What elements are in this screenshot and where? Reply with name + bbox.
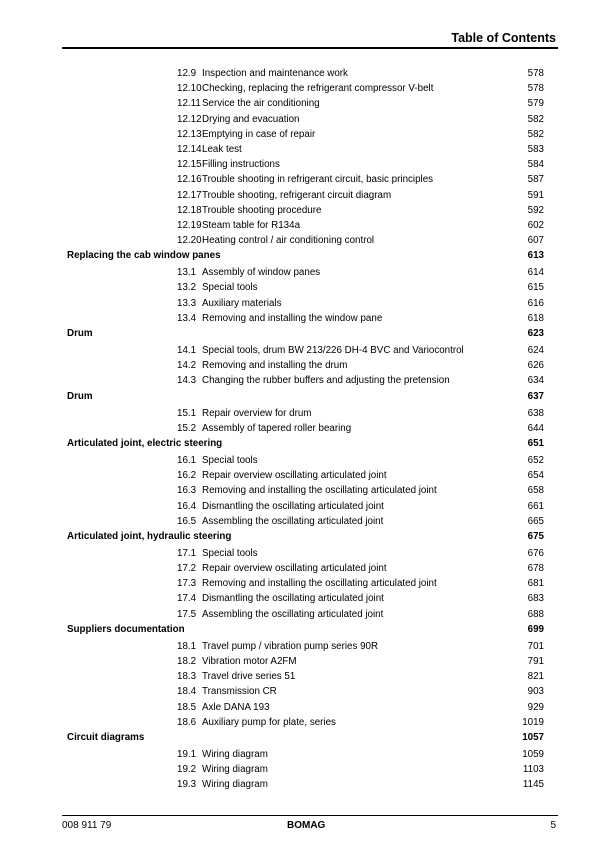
toc-entry-title: Drying and evacuation: [202, 113, 300, 125]
toc-entry-number: 12.13: [177, 128, 202, 140]
toc-entry-title: Trouble shooting procedure: [202, 204, 322, 216]
toc-entry-number: 15.1: [177, 407, 197, 419]
toc-entry-row[interactable]: [0, 514, 606, 529]
toc-section-title: Articulated joint, electric steering: [67, 437, 223, 449]
toc-page-number: 583: [527, 143, 544, 155]
toc-page-number: 688: [527, 608, 544, 620]
toc-section-title: Drum: [67, 390, 93, 402]
toc-entry-row[interactable]: [0, 172, 606, 187]
toc-page-number: 665: [527, 515, 544, 527]
toc-entry-number: 17.2: [177, 563, 197, 575]
toc-entry-title: Checking, replacing the refrigerant compressor V-belt: [202, 83, 434, 95]
toc-page-number: 634: [527, 375, 544, 387]
toc-entry-row[interactable]: [0, 453, 606, 468]
toc-entry-row[interactable]: [0, 311, 606, 326]
toc-entry-row[interactable]: [0, 406, 606, 421]
toc-section-row[interactable]: [0, 248, 606, 264]
toc-page-number: 1019: [522, 716, 544, 728]
toc-page-number: 587: [527, 174, 544, 186]
toc-page-number: 678: [527, 563, 544, 575]
toc-page-number: 903: [527, 686, 544, 698]
toc-entry-title: Removing and installing the oscillating articulated joint: [202, 485, 437, 497]
toc-entry-title: Repair overview oscillating articulated joint: [202, 470, 387, 482]
toc-page-number: 614: [527, 267, 544, 279]
toc-entry-row[interactable]: [0, 561, 606, 576]
toc-entry-row[interactable]: [0, 296, 606, 311]
toc-section-title: Drum: [67, 328, 93, 339]
toc-entry-title: Wiring diagram: [202, 748, 268, 760]
toc-entry-row[interactable]: [0, 762, 606, 777]
toc-entry-row[interactable]: [0, 373, 606, 388]
toc-entry-number: 12.18: [177, 204, 202, 216]
toc-page-number: 701: [527, 640, 544, 652]
toc-entry-title: Assembling the oscillating articulated joint: [202, 608, 384, 620]
toc-entry-number: 16.5: [177, 515, 197, 527]
toc-entry-number: 12.20: [177, 235, 202, 247]
toc-entry-title: Emptying in case of repair: [202, 128, 316, 140]
toc-entry-row[interactable]: [0, 607, 606, 622]
toc-section-row[interactable]: [0, 436, 606, 452]
toc-entry-number: 16.4: [177, 500, 197, 512]
toc-entry-row[interactable]: [0, 157, 606, 172]
toc-page-number: 578: [527, 83, 544, 95]
toc-entry-number: 12.9: [177, 68, 197, 79]
toc-page-number: 1103: [522, 764, 544, 776]
toc-entry-title: Travel pump / vibration pump series 90R: [202, 640, 379, 652]
toc-entry-title: Special tools: [202, 454, 258, 466]
toc-page-number: 676: [527, 547, 544, 559]
toc-page-number: 626: [527, 360, 544, 372]
toc-entry-row[interactable]: [0, 591, 606, 606]
toc-entry-title: Leak test: [202, 143, 242, 155]
toc-entry-row[interactable]: [0, 142, 606, 157]
toc-entry-row[interactable]: [0, 421, 606, 436]
toc-entry-title: Dismantling the oscillating articulated joint: [202, 500, 384, 512]
toc-entry-number: 13.2: [177, 282, 197, 294]
toc-entry-number: 19.2: [177, 764, 197, 776]
toc-entry-row[interactable]: [0, 639, 606, 654]
toc-page-number: 592: [527, 204, 544, 216]
toc-page-number: 591: [527, 189, 544, 201]
toc-entry-title: Service the air conditioning: [202, 98, 320, 110]
toc-entry-title: Trouble shooting, refrigerant circuit diagram: [202, 189, 392, 201]
table-of-contents: [0, 66, 606, 793]
toc-entry-title: Auxiliary pump for plate, series: [202, 716, 336, 728]
toc-page-number: 791: [527, 656, 544, 667]
toc-entry-row[interactable]: [0, 265, 606, 280]
toc-page-number: 658: [527, 485, 544, 497]
toc-entry-title: Changing the rubber buffers and adjusting the pretension: [202, 375, 450, 387]
toc-entry-row[interactable]: [0, 358, 606, 373]
toc-entry-number: 18.4: [177, 686, 197, 698]
toc-page-number: 607: [527, 235, 544, 247]
toc-page-number: 1059: [522, 748, 544, 760]
toc-page-number: 584: [527, 159, 544, 171]
toc-section-title: Suppliers documentation: [67, 623, 185, 635]
toc-page-number: 578: [527, 68, 544, 79]
toc-entry-title: Filling instructions: [202, 159, 280, 171]
toc-entry-number: 19.3: [177, 779, 197, 791]
toc-page-number: 616: [527, 297, 544, 309]
toc-section-row[interactable]: [0, 730, 606, 746]
toc-page-number: 618: [527, 312, 544, 324]
toc-entry-title: Removing and installing the oscillating articulated joint: [202, 578, 437, 590]
toc-entry-number: 14.3: [177, 375, 197, 387]
toc-entry-row[interactable]: [0, 343, 606, 358]
toc-entry-number: 19.1: [177, 748, 197, 760]
toc-entry-title: Assembly of tapered roller bearing: [202, 422, 352, 434]
toc-section-row[interactable]: [0, 622, 606, 638]
toc-section-row[interactable]: [0, 529, 606, 545]
toc-page-number: 582: [527, 128, 544, 140]
toc-entry-number: 12.12: [177, 113, 202, 125]
toc-page-number: 929: [527, 701, 544, 713]
toc-entry-row[interactable]: [0, 669, 606, 684]
toc-entry-title: Special tools, drum BW 213/226 DH-4 BVC and Variocontrol: [202, 345, 464, 356]
toc-entry-row[interactable]: [0, 112, 606, 127]
toc-page-number: 602: [527, 219, 544, 231]
toc-section-row[interactable]: [0, 326, 606, 342]
toc-section-title: Circuit diagrams: [67, 731, 145, 743]
toc-entry-number: 16.2: [177, 470, 197, 482]
toc-entry-number: 17.5: [177, 608, 197, 620]
toc-entry-title: Dismantling the oscillating articulated joint: [202, 593, 384, 605]
toc-entry-title: Repair overview for drum: [202, 407, 312, 419]
toc-entry-row[interactable]: [0, 483, 606, 498]
toc-entry-number: 12.10: [177, 83, 202, 95]
toc-page-number: 699: [527, 623, 544, 635]
toc-page-number: 652: [527, 454, 544, 466]
toc-entry-title: Auxiliary materials: [202, 297, 282, 309]
toc-entry-row[interactable]: [0, 777, 606, 792]
page-number: 5: [550, 820, 556, 831]
toc-entry-title: Heating control / air conditioning control: [202, 235, 375, 247]
toc-page-number: 579: [527, 98, 544, 110]
toc-entry-number: 12.19: [177, 219, 202, 231]
toc-entry-row[interactable]: [0, 576, 606, 591]
toc-section-title: Replacing the cab window panes: [67, 250, 221, 262]
toc-page-number: 582: [527, 113, 544, 125]
toc-entry-row[interactable]: [0, 280, 606, 295]
toc-entry-row[interactable]: [0, 499, 606, 514]
brand-name: BOMAG: [287, 820, 326, 831]
toc-entry-title: Travel drive series 51: [202, 671, 296, 683]
toc-page-number: 651: [527, 437, 544, 449]
toc-entry-row[interactable]: [0, 127, 606, 142]
toc-page-number: 661: [527, 500, 544, 512]
toc-entry-row[interactable]: [0, 81, 606, 96]
toc-entry-title: Assembly of window panes: [202, 267, 321, 279]
toc-page-number: 821: [527, 671, 544, 683]
toc-entry-number: 16.3: [177, 485, 197, 497]
toc-entry-row[interactable]: [0, 684, 606, 699]
toc-entry-number: 12.16: [177, 174, 202, 186]
toc-page-number: 613: [527, 250, 544, 262]
toc-page-number: 615: [527, 282, 544, 294]
toc-entry-row[interactable]: [0, 188, 606, 203]
toc-entry-row[interactable]: [0, 233, 606, 248]
toc-entry-title: Axle DANA 193: [202, 701, 270, 713]
toc-entry-number: 13.3: [177, 297, 197, 309]
toc-entry-number: 14.2: [177, 360, 197, 372]
footer-divider: [62, 815, 558, 816]
toc-entry-number: 12.15: [177, 159, 202, 171]
toc-entry-row[interactable]: [0, 203, 606, 218]
toc-entry-number: 18.6: [177, 716, 197, 728]
toc-entry-number: 14.1: [177, 345, 197, 356]
toc-entry-title: Steam table for R134a: [202, 219, 301, 231]
toc-page-number: 1145: [522, 779, 544, 791]
toc-entry-title: Wiring diagram: [202, 779, 268, 791]
toc-entry-title: Removing and installing the window pane: [202, 312, 383, 324]
toc-entry-number: 16.1: [177, 454, 197, 466]
toc-entry-row[interactable]: [0, 700, 606, 715]
toc-entry-title: Assembling the oscillating articulated joint: [202, 515, 384, 527]
toc-entry-row[interactable]: [0, 546, 606, 561]
toc-entry-number: 13.4: [177, 312, 197, 324]
toc-entry-title: Trouble shooting in refrigerant circuit, basic principles: [202, 174, 434, 186]
toc-section-row[interactable]: [0, 389, 606, 405]
toc-page-number: 654: [527, 470, 544, 482]
toc-entry-row[interactable]: [0, 468, 606, 483]
toc-entry-title: Inspection and maintenance work: [202, 68, 348, 79]
toc-entry-row[interactable]: [0, 747, 606, 762]
toc-entry-title: Special tools: [202, 282, 258, 294]
toc-page-number: 644: [527, 422, 544, 434]
toc-page-number: 638: [527, 407, 544, 419]
toc-entry-row[interactable]: [0, 654, 606, 669]
toc-page-number: 675: [527, 530, 544, 542]
toc-section-title: Articulated joint, hydraulic steering: [67, 530, 232, 542]
toc-entry-number: 12.17: [177, 189, 202, 201]
toc-entry-row[interactable]: [0, 218, 606, 233]
page-title: Table of Contents: [451, 31, 556, 45]
toc-entry-title: Vibration motor A2FM: [202, 656, 297, 667]
toc-entry-row[interactable]: [0, 66, 606, 81]
toc-entry-title: Repair overview oscillating articulated joint: [202, 563, 387, 575]
toc-entry-title: Wiring diagram: [202, 764, 268, 776]
header-divider: [62, 47, 558, 49]
toc-page-number: 1057: [522, 731, 544, 743]
toc-entry-row[interactable]: [0, 96, 606, 111]
toc-entry-number: 18.3: [177, 671, 197, 683]
toc-page-number: 637: [527, 390, 544, 402]
toc-entry-number: 12.11: [177, 98, 201, 110]
toc-entry-number: 17.3: [177, 578, 197, 590]
toc-entry-title: Removing and installing the drum: [202, 360, 348, 372]
toc-entry-number: 12.14: [177, 143, 202, 155]
toc-entry-number: 18.5: [177, 701, 197, 713]
toc-entry-title: Special tools: [202, 547, 258, 559]
toc-entry-title: Transmission CR: [202, 686, 277, 698]
toc-page-number: 624: [527, 345, 544, 356]
toc-entry-number: 18.2: [177, 656, 197, 667]
toc-page-number: 623: [527, 328, 544, 339]
toc-entry-number: 15.2: [177, 422, 197, 434]
document-number: 008 911 79: [62, 820, 112, 831]
toc-entry-number: 17.4: [177, 593, 197, 605]
toc-entry-number: 13.1: [177, 267, 197, 279]
toc-page-number: 681: [527, 578, 544, 590]
toc-entry-row[interactable]: [0, 715, 606, 730]
toc-entry-number: 17.1: [177, 547, 197, 559]
toc-entry-number: 18.1: [177, 640, 197, 652]
toc-page-number: 683: [527, 593, 544, 605]
